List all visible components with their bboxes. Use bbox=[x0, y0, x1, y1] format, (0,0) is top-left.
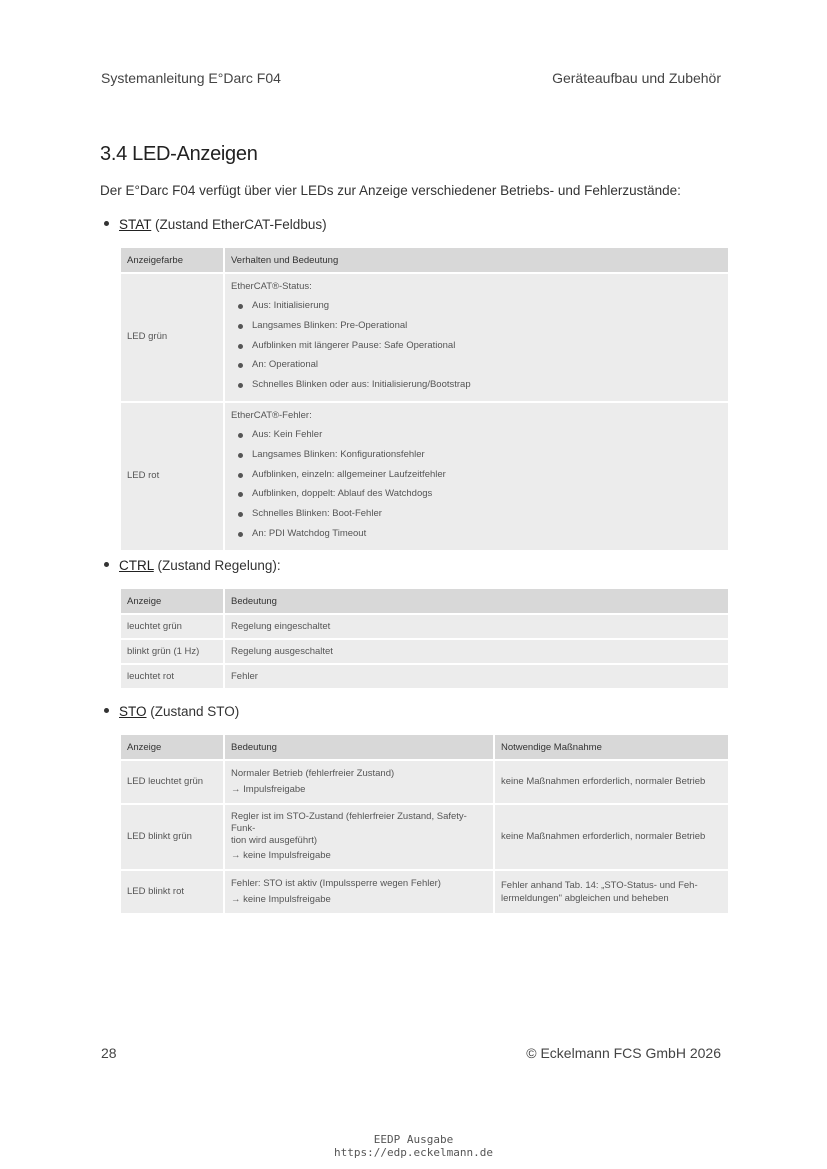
table-cell: Fehler anhand Tab. 14: „STO-Status- und Feh-lermeldungen" abgleichen und beheben bbox=[495, 871, 728, 915]
table-cell: LED blinkt grün bbox=[121, 805, 225, 871]
table-header: Anzeige bbox=[121, 589, 225, 615]
table-cell: Fehler bbox=[225, 665, 728, 690]
behavior-list bbox=[231, 425, 722, 544]
sto-bullet bbox=[104, 704, 239, 719]
table-cell: leuchtet rot bbox=[121, 665, 225, 690]
list-item: Schnelles Blinken: Boot-Fehler bbox=[231, 504, 722, 524]
list-item: An: Operational bbox=[231, 355, 722, 375]
table-header: Bedeutung bbox=[225, 589, 728, 615]
table-row bbox=[121, 640, 728, 665]
stat-desc: (Zustand EtherCAT-Feldbus) bbox=[151, 217, 327, 232]
behavior-heading: EtherCAT®-Status: bbox=[231, 281, 312, 292]
table-header: Anzeigefarbe bbox=[121, 248, 225, 274]
ctrl-desc: (Zustand Regelung): bbox=[153, 558, 281, 573]
table-header-row bbox=[121, 589, 728, 615]
table-cell: blinkt grün (1 Hz) bbox=[121, 640, 225, 665]
table-cell: keine Maßnahmen erforderlich, normaler Betrieb bbox=[495, 805, 728, 871]
table-cell: Regelung ausgeschaltet bbox=[225, 640, 728, 665]
table-header: Verhalten und Bedeutung bbox=[225, 248, 728, 274]
bullet-dot bbox=[104, 221, 109, 226]
page-header-left: Systemanleitung E°Darc F04 bbox=[101, 70, 281, 86]
table-cell: LED blinkt rot bbox=[121, 871, 225, 915]
table-cell: Regelung eingeschaltet bbox=[225, 615, 728, 640]
list-item: Langsames Blinken: Pre-Operational bbox=[231, 316, 722, 336]
list-item: Langsames Blinken: Konfigurationsfehler bbox=[231, 445, 722, 465]
table-cell bbox=[225, 871, 495, 915]
bedeutung-line: → keine Impulsfreigabe bbox=[231, 850, 331, 861]
table-row bbox=[121, 665, 728, 690]
list-item: Aufblinken, einzeln: allgemeiner Laufzeitfehler bbox=[231, 465, 722, 485]
section-title: 3.4 LED-Anzeigen bbox=[100, 143, 258, 165]
bedeutung-line: → keine Impulsfreigabe bbox=[231, 894, 331, 905]
stat-key: STAT bbox=[119, 217, 152, 232]
intro-text: Der E°Darc F04 verfügt über vier LEDs zur Anzeige verschiedener Betriebs- und Fehlerzustände: bbox=[100, 183, 681, 198]
sto-key: STO bbox=[119, 704, 147, 719]
behavior-heading: EtherCAT®-Fehler: bbox=[231, 409, 312, 421]
table-cell: leuchtet grün bbox=[121, 615, 225, 640]
stat-table bbox=[121, 248, 728, 552]
ctrl-bullet bbox=[104, 558, 281, 573]
table-cell bbox=[225, 805, 495, 871]
list-item: Schnelles Blinken oder aus: Initialisierung/Bootstrap bbox=[231, 375, 722, 395]
led-color: LED rot bbox=[121, 403, 225, 552]
led-behavior bbox=[225, 274, 728, 403]
ctrl-key: CTRL bbox=[119, 558, 154, 573]
led-color: LED grün bbox=[121, 274, 225, 403]
edp-stamp bbox=[0, 1133, 827, 1159]
list-item: Aus: Initialisierung bbox=[231, 296, 722, 316]
table-row bbox=[121, 805, 728, 871]
list-item: Aufblinken mit längerer Pause: Safe Operational bbox=[231, 336, 722, 356]
bedeutung-line: tion wird ausgeführt) bbox=[231, 835, 318, 846]
list-item: An: PDI Watchdog Timeout bbox=[231, 524, 722, 544]
table-row bbox=[121, 274, 728, 403]
stat-bullet bbox=[104, 217, 327, 232]
table-row bbox=[121, 403, 728, 552]
table-cell: LED leuchtet grün bbox=[121, 761, 225, 805]
table-header: Anzeige bbox=[121, 735, 225, 761]
behavior-list bbox=[231, 296, 722, 395]
table-row bbox=[121, 871, 728, 915]
bedeutung-line: → Impulsfreigabe bbox=[231, 784, 306, 795]
table-header: Bedeutung bbox=[225, 735, 495, 761]
table-header: Notwendige Maßnahme bbox=[495, 735, 728, 761]
bullet-dot bbox=[104, 562, 109, 567]
copyright: © Eckelmann FCS GmbH 2026 bbox=[526, 1045, 721, 1061]
table-header-row bbox=[121, 248, 728, 274]
led-behavior bbox=[225, 403, 728, 552]
table-cell bbox=[225, 761, 495, 805]
table-cell: keine Maßnahmen erforderlich, normaler Betrieb bbox=[495, 761, 728, 805]
stamp-title: EEDP Ausgabe bbox=[373, 1133, 454, 1146]
stamp-url[interactable]: https://edp.eckelmann.de bbox=[334, 1146, 493, 1159]
bedeutung-line: Regler ist im STO-Zustand (fehlerfreier Zustand, Safety-Funk- bbox=[231, 811, 467, 834]
bedeutung-line: Normaler Betrieb (fehlerfreier Zustand) bbox=[231, 768, 395, 779]
list-item: Aus: Kein Fehler bbox=[231, 425, 722, 445]
list-item: Aufblinken, doppelt: Ablauf des Watchdogs bbox=[231, 484, 722, 504]
sto-table bbox=[121, 735, 728, 915]
bedeutung-line: Fehler: STO ist aktiv (Impulssperre wegen Fehler) bbox=[231, 878, 441, 889]
table-row bbox=[121, 615, 728, 640]
bullet-dot bbox=[104, 708, 109, 713]
page-header-right: Geräteaufbau und Zubehör bbox=[552, 70, 721, 86]
sto-desc: (Zustand STO) bbox=[146, 704, 240, 719]
page-number: 28 bbox=[101, 1045, 117, 1061]
table-row bbox=[121, 761, 728, 805]
table-header-row bbox=[121, 735, 728, 761]
ctrl-table bbox=[121, 589, 728, 690]
